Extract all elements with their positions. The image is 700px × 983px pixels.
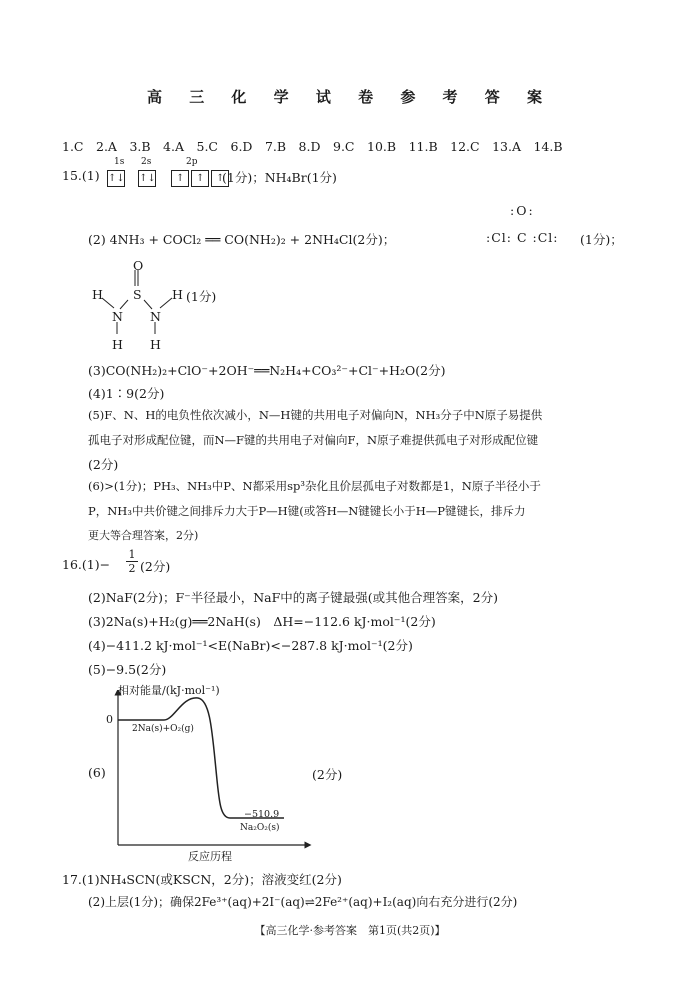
chart-ytick-zero: 0 (106, 713, 113, 726)
q15-part2-equation: (2) 4NH₃ + COCl₂ ══ CO(NH₂)₂ + 2NH₄Cl(2分)； (88, 232, 396, 247)
struct-n-right: N (150, 309, 161, 324)
fraction-numerator: 1 (128, 548, 136, 561)
orbital-box-1s: ↑↓ (107, 170, 125, 187)
q15-number: 15.(1) (62, 168, 100, 183)
q15-part6-line3: 更大等合理答案，2分) (88, 529, 199, 542)
struct-h-bottom-left: H (112, 337, 123, 352)
q16-part6-score: (2分) (312, 767, 343, 782)
orbital-label-2p: 2p (186, 157, 198, 167)
q15-part5-line2: 孤电子对形成配位键，而N—F键的共用电子对偏向F，N原子难提供孤电子对形成配位键 (88, 433, 539, 447)
struct-h-bottom-right: H (150, 337, 161, 352)
fraction (126, 548, 138, 575)
q15-part2-tail: (1分)； (580, 232, 623, 247)
q15-part3: (3)CO(NH₂)₂+ClO⁻+2OH⁻══N₂H₄+CO₃²⁻+Cl⁻+H₂O(2分) (88, 363, 446, 378)
chart-product-value: −510.9 (244, 809, 280, 820)
energy-diagram (112, 690, 312, 850)
lewis-structure: :Cl: C :Cl: (486, 230, 559, 245)
q16-part5: (5)−9.5(2分) (88, 662, 167, 677)
q16-part4: (4)−411.2 kJ·mol⁻¹<E(NaBr)<−287.8 kJ·mol⁻¹(2分) (88, 638, 413, 653)
chart-ylabel: 相对能量/(kJ·mol⁻¹) (118, 684, 220, 697)
q15-part1-tail: (1分)；NH₄Br(1分) (222, 170, 337, 185)
chart-product-label: Na₂O₂(s) (240, 823, 280, 833)
struct-bonds (80, 250, 200, 350)
energy-curve (118, 698, 284, 818)
page-title: 高 三 化 学 试 卷 参 考 答 案 (146, 88, 553, 106)
q15-part5-line1: (5)F、N、H的电负性依次减小，N—H键的共用电子对偏向N，NH₃分子中N原子易提供 (88, 408, 543, 422)
q17-part2: (2)上层(1分)；确保2Fe³⁺(aq)+2I⁻(aq)⇌2Fe²⁺(aq)+I₂(aq)向右充分进行(2分) (88, 895, 518, 909)
q16-number: 16.(1)− (62, 557, 111, 572)
q16-part1-tail: (2分) (140, 559, 171, 574)
q15-part4: (4)1∶9(2分) (88, 386, 165, 401)
orbital-label-2s: 2s (141, 157, 152, 167)
orbital-box-2s: ↑↓ (138, 170, 156, 187)
q16-part2: (2)NaF(2分)；F⁻半径最小，NaF中的离子键最强(或其他合理答案，2分) (88, 590, 499, 605)
orbital-box-2p-2: ↑ (191, 170, 209, 187)
orbital-diagram (107, 168, 231, 187)
page-footer: 【高三化学·参考答案 第1页(共2页)】 (254, 924, 446, 937)
struct-h-right: H (172, 287, 183, 302)
q16-part6-number: (6) (88, 765, 106, 780)
fraction-denominator: 2 (126, 561, 138, 575)
q15-part6-line2: P，NH₃中共价键之间排斥力大于P—H键(或答H—N键键长小于H—P键键长，排斥力 (88, 504, 526, 518)
orbital-box-2p-1: ↑ (171, 170, 189, 187)
struct-n-left: N (112, 309, 123, 324)
lewis-oxygen: :O: (510, 203, 535, 218)
struct-sulfur: S (133, 287, 142, 302)
struct-oxygen: O (133, 258, 144, 273)
q15-part5-line3: (2分) (88, 457, 119, 472)
chart-reactant-label: 2Na(s)+O₂(g) (132, 724, 194, 734)
struct-h-left: H (92, 287, 103, 302)
q17-part1: 17.(1)NH₄SCN(或KSCN，2分)；溶液变红(2分) (62, 872, 342, 887)
orbital-box-2p-3: ↑ (211, 170, 229, 187)
struct-score: (1分) (186, 289, 217, 304)
mc-answers: 1.C 2.A 3.B 4.A 5.C 6.D 7.B 8.D 9.C 10.B 11.B 12.C 13.A 14.B (62, 139, 563, 154)
q15-part6-line1: (6)>(1分)；PH₃、NH₃中P、N都采用sp³杂化且价层孤电子对数都是1，N原子半径小于 (88, 479, 541, 493)
orbital-label-1s: 1s (114, 157, 125, 167)
q16-part3: (3)2Na(s)+H₂(g)══2NaH(s) ΔH=−112.6 kJ·mol⁻¹(2分) (88, 614, 436, 629)
chart-xlabel: 反应历程 (188, 850, 232, 863)
